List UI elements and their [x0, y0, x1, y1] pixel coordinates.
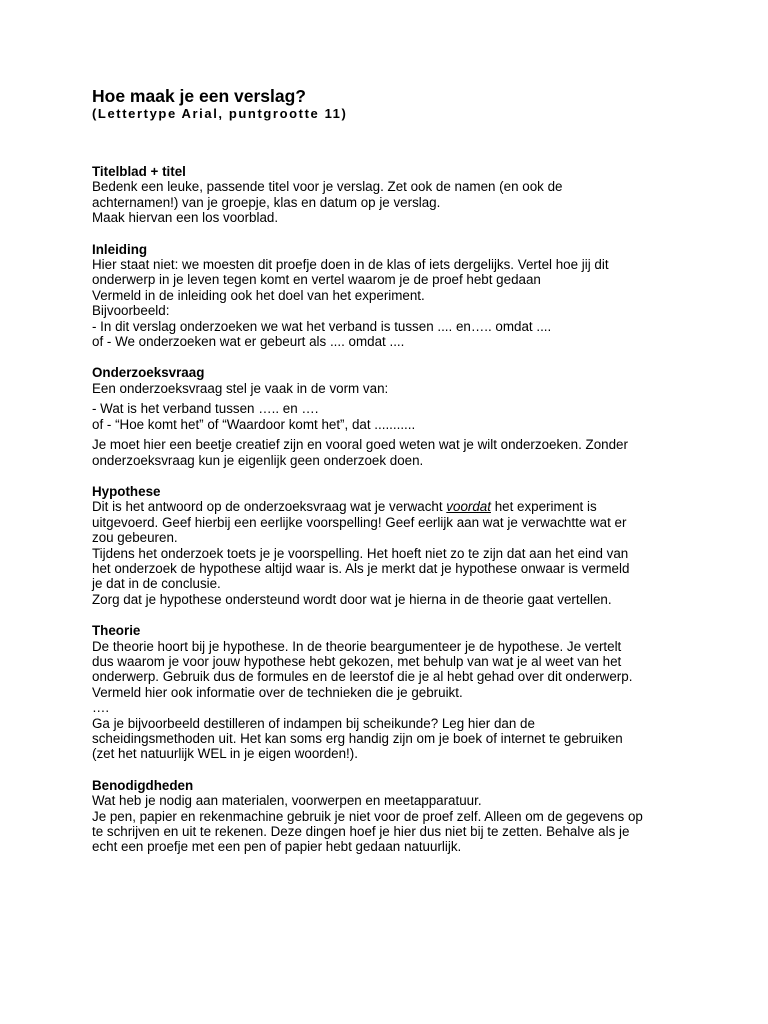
example-line: of - “Hoe komt het” of “Waardoor komt het”, dat ........... — [92, 416, 416, 432]
section-heading: Benodigdheden — [92, 777, 194, 793]
paragraph-line: scheidingsmethoden uit. Het kan soms erg handig zijn om je boek of internet te gebruiken — [92, 731, 623, 746]
paragraph-line: achternamen!) van je groepje, klas en datum op je verslag. — [92, 194, 441, 210]
paragraph-line — [92, 499, 684, 514]
ellipsis-line: …. — [92, 700, 110, 716]
paragraph-line: Ga je bijvoorbeeld destilleren of indampen bij scheikunde? Leg hier dan de — [92, 715, 535, 731]
paragraph-line: Wat heb je nodig aan materialen, voorwerpen en meetapparatuur. — [92, 793, 482, 809]
paragraph-line: te schrijven en uit te rekenen. Deze dingen hoef je hier dus niet bij te zetten. Behalve als je — [92, 824, 630, 840]
section-heading: Onderzoeksvraag — [92, 365, 205, 381]
paragraph-line: Je moet hier een beetje creatief zijn en vooral goed weten wat je wilt onderzoeken. Zonder — [92, 437, 628, 453]
section-titelblad — [92, 164, 684, 226]
paragraph-line: Maak hiervan een los voorblad. — [92, 210, 279, 226]
paragraph-line: Vermeld in de inleiding ook het doel van het experiment. — [92, 287, 425, 303]
emphasized-word: voordat — [446, 499, 491, 515]
paragraph-line: Vermeld hier ook informatie over de technieken die je gebruikt. — [92, 684, 463, 700]
example-line: - Wat is het verband tussen ….. en …. — [92, 401, 319, 417]
section-hypothese — [92, 484, 684, 607]
paragraph-line: je dat in de conclusie. — [92, 576, 221, 592]
section-heading: Inleiding — [92, 241, 148, 257]
section-onderzoeksvraag — [92, 365, 684, 467]
paragraph-line: zou gebeuren. — [92, 530, 178, 546]
text-run: het experiment is — [490, 499, 597, 515]
document-title: Hoe maak je een verslag? — [92, 86, 306, 106]
paragraph-line: echt een proefje met een pen of papier hebt gedaan natuurlijk. — [92, 839, 462, 855]
paragraph-line: Bedenk een leuke, passende titel voor je verslag. Zet ook de namen (en ook de — [92, 179, 563, 195]
example-line: of - We onderzoeken wat er gebeurt als .... omdat .... — [92, 334, 405, 350]
paragraph-line: De theorie hoort bij je hypothese. In de theorie beargumenteer je de hypothese. Je vertelt — [92, 638, 622, 654]
section-heading: Titelblad + titel — [92, 164, 186, 179]
document-subtitle: (Lettertype Arial, puntgrootte 11) — [92, 106, 348, 121]
paragraph-line: onderwerp in je leven tegen komt en vertel waarom je de proef hebt gedaan — [92, 272, 541, 288]
paragraph-line: Een onderzoeksvraag stel je vaak in de vorm van: — [92, 380, 389, 396]
paragraph-line: Je pen, papier en rekenmachine gebruik je niet voor de proef zelf. Alleen om de gegevens op — [92, 808, 643, 824]
section-benodigdheden — [92, 778, 684, 855]
paragraph-line: Hier staat niet: we moesten dit proefje doen in de klas of iets dergelijks. Vertel hoe jij dit — [92, 257, 609, 273]
paragraph-line: onderzoeksvraag kun je eigenlijk geen onderzoek doen. — [92, 452, 424, 468]
section-heading: Theorie — [92, 623, 141, 639]
example-line: - In dit verslag onderzoeken we wat het verband is tussen .... en….. omdat .... — [92, 318, 552, 334]
paragraph-line: Tijdens het onderzoek toets je je voorspelling. Het hoeft niet zo te zijn dat aan het eind van — [92, 545, 629, 561]
section-inleiding — [92, 242, 684, 350]
paragraph-line: Bijvoorbeeld: — [92, 303, 170, 319]
paragraph-line: dus waarom je voor jouw hypothese hebt gekozen, met behulp van wat je al weet van het — [92, 653, 622, 669]
section-heading: Hypothese — [92, 483, 161, 499]
paragraph-line: Zorg dat je hypothese ondersteund wordt door wat je hierna in de theorie gaat vertellen. — [92, 591, 612, 607]
paragraph-line: (zet het natuurlijk WEL in je eigen woorden!). — [92, 746, 358, 762]
section-theorie — [92, 623, 684, 762]
paragraph-line: het onderzoek de hypothese altijd waar is. Als je merkt dat je hypothese onwaar is vermeld — [92, 560, 630, 576]
text-run: Dit is het antwoord op de onderzoeksvraag wat je verwacht — [92, 499, 447, 515]
paragraph-line: uitgevoerd. Geef hierbij een eerlijke voorspelling! Geef eerlijk aan wat je verwachtte wat er — [92, 514, 627, 530]
paragraph-line: onderwerp. Gebruik dus de formules en de leerstof die je al hebt gehad over dit onderwerp. — [92, 669, 633, 685]
